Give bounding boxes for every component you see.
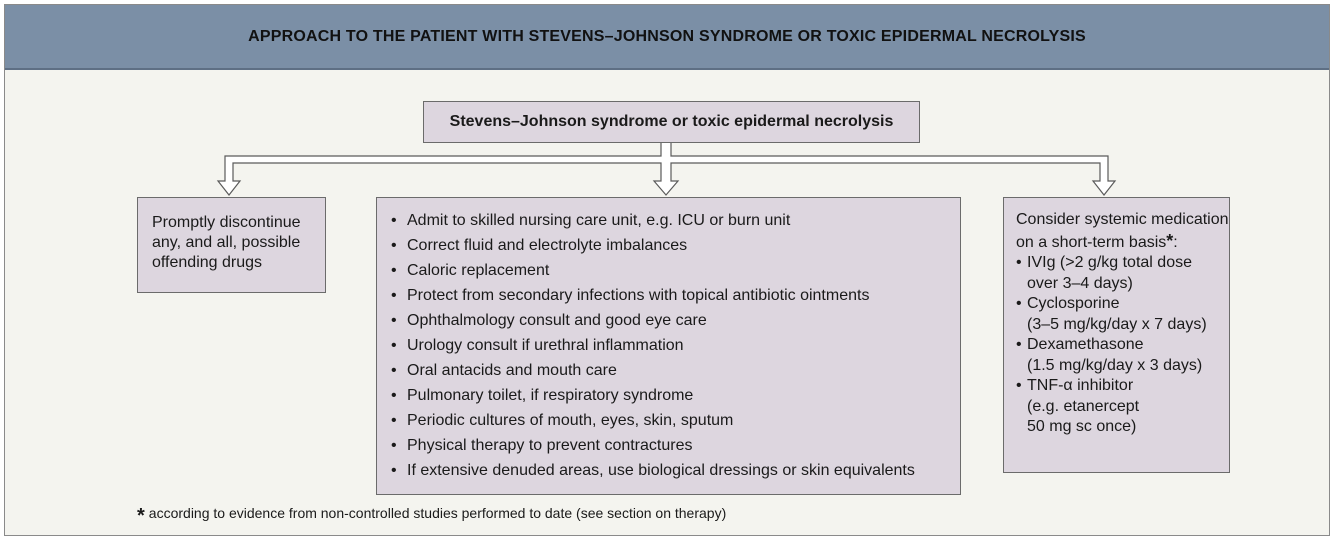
medication-item: • IVIg (>2 g/kg total dose over 3–4 days) [1016,253,1229,294]
medication-intro: Consider systemic medication on a short-term basis*: [1016,211,1229,251]
discontinue-text: Promptly discontinue any, and all, possible offending drugs [152,214,301,271]
list-item: • Oral antacids and mouth care [377,358,960,383]
list-item: • Physical therapy to prevent contractures [377,433,960,458]
list-item: • Urology consult if urethral inflammation [377,333,960,358]
list-item: • Ophthalmology consult and good eye care [377,308,960,333]
footnote-asterisk: * [137,505,145,527]
discontinue-drugs-node [137,197,326,293]
root-label: Stevens–Johnson syndrome or toxic epidermal necrolysis [449,113,894,130]
diagram-title: APPROACH TO THE PATIENT WITH STEVENS–JOHNSON SYNDROME OR TOXIC EPIDERMAL NECROLYSIS [248,27,1086,45]
asterisk-mark: * [1166,230,1174,251]
medication-item: • Dexamethasone (1.5 mg/kg/day x 3 days) [1016,335,1229,376]
list-item: • Pulmonary toilet, if respiratory syndrome [377,383,960,408]
list-item: • Caloric replacement [377,258,960,283]
medication-item: • TNF-α inhibitor (e.g. etanercept 50 mg sc once) [1016,376,1229,438]
supportive-care-list [377,208,960,483]
list-item: • If extensive denuded areas, use biological dressings or skin equivalents [377,458,960,483]
medication-list [1016,253,1229,438]
list-item: • Admit to skilled nursing care unit, e.g. ICU or burn unit [377,208,960,233]
medication-item: • Cyclosporine (3–5 mg/kg/day x 7 days) [1016,294,1229,335]
footnote [137,505,726,528]
list-item: • Correct fluid and electrolyte imbalances [377,233,960,258]
supportive-care-node [376,197,961,495]
connector-branch [218,139,1115,195]
list-item: • Protect from secondary infections with topical antibiotic ointments [377,283,960,308]
diagram-panel [4,4,1330,536]
root-node [423,101,920,143]
footnote-text: according to evidence from non-controlled studies performed to date (see section on therapy) [148,505,727,521]
list-item: • Periodic cultures of mouth, eyes, skin, sputum [377,408,960,433]
systemic-medication-node [1003,197,1230,473]
